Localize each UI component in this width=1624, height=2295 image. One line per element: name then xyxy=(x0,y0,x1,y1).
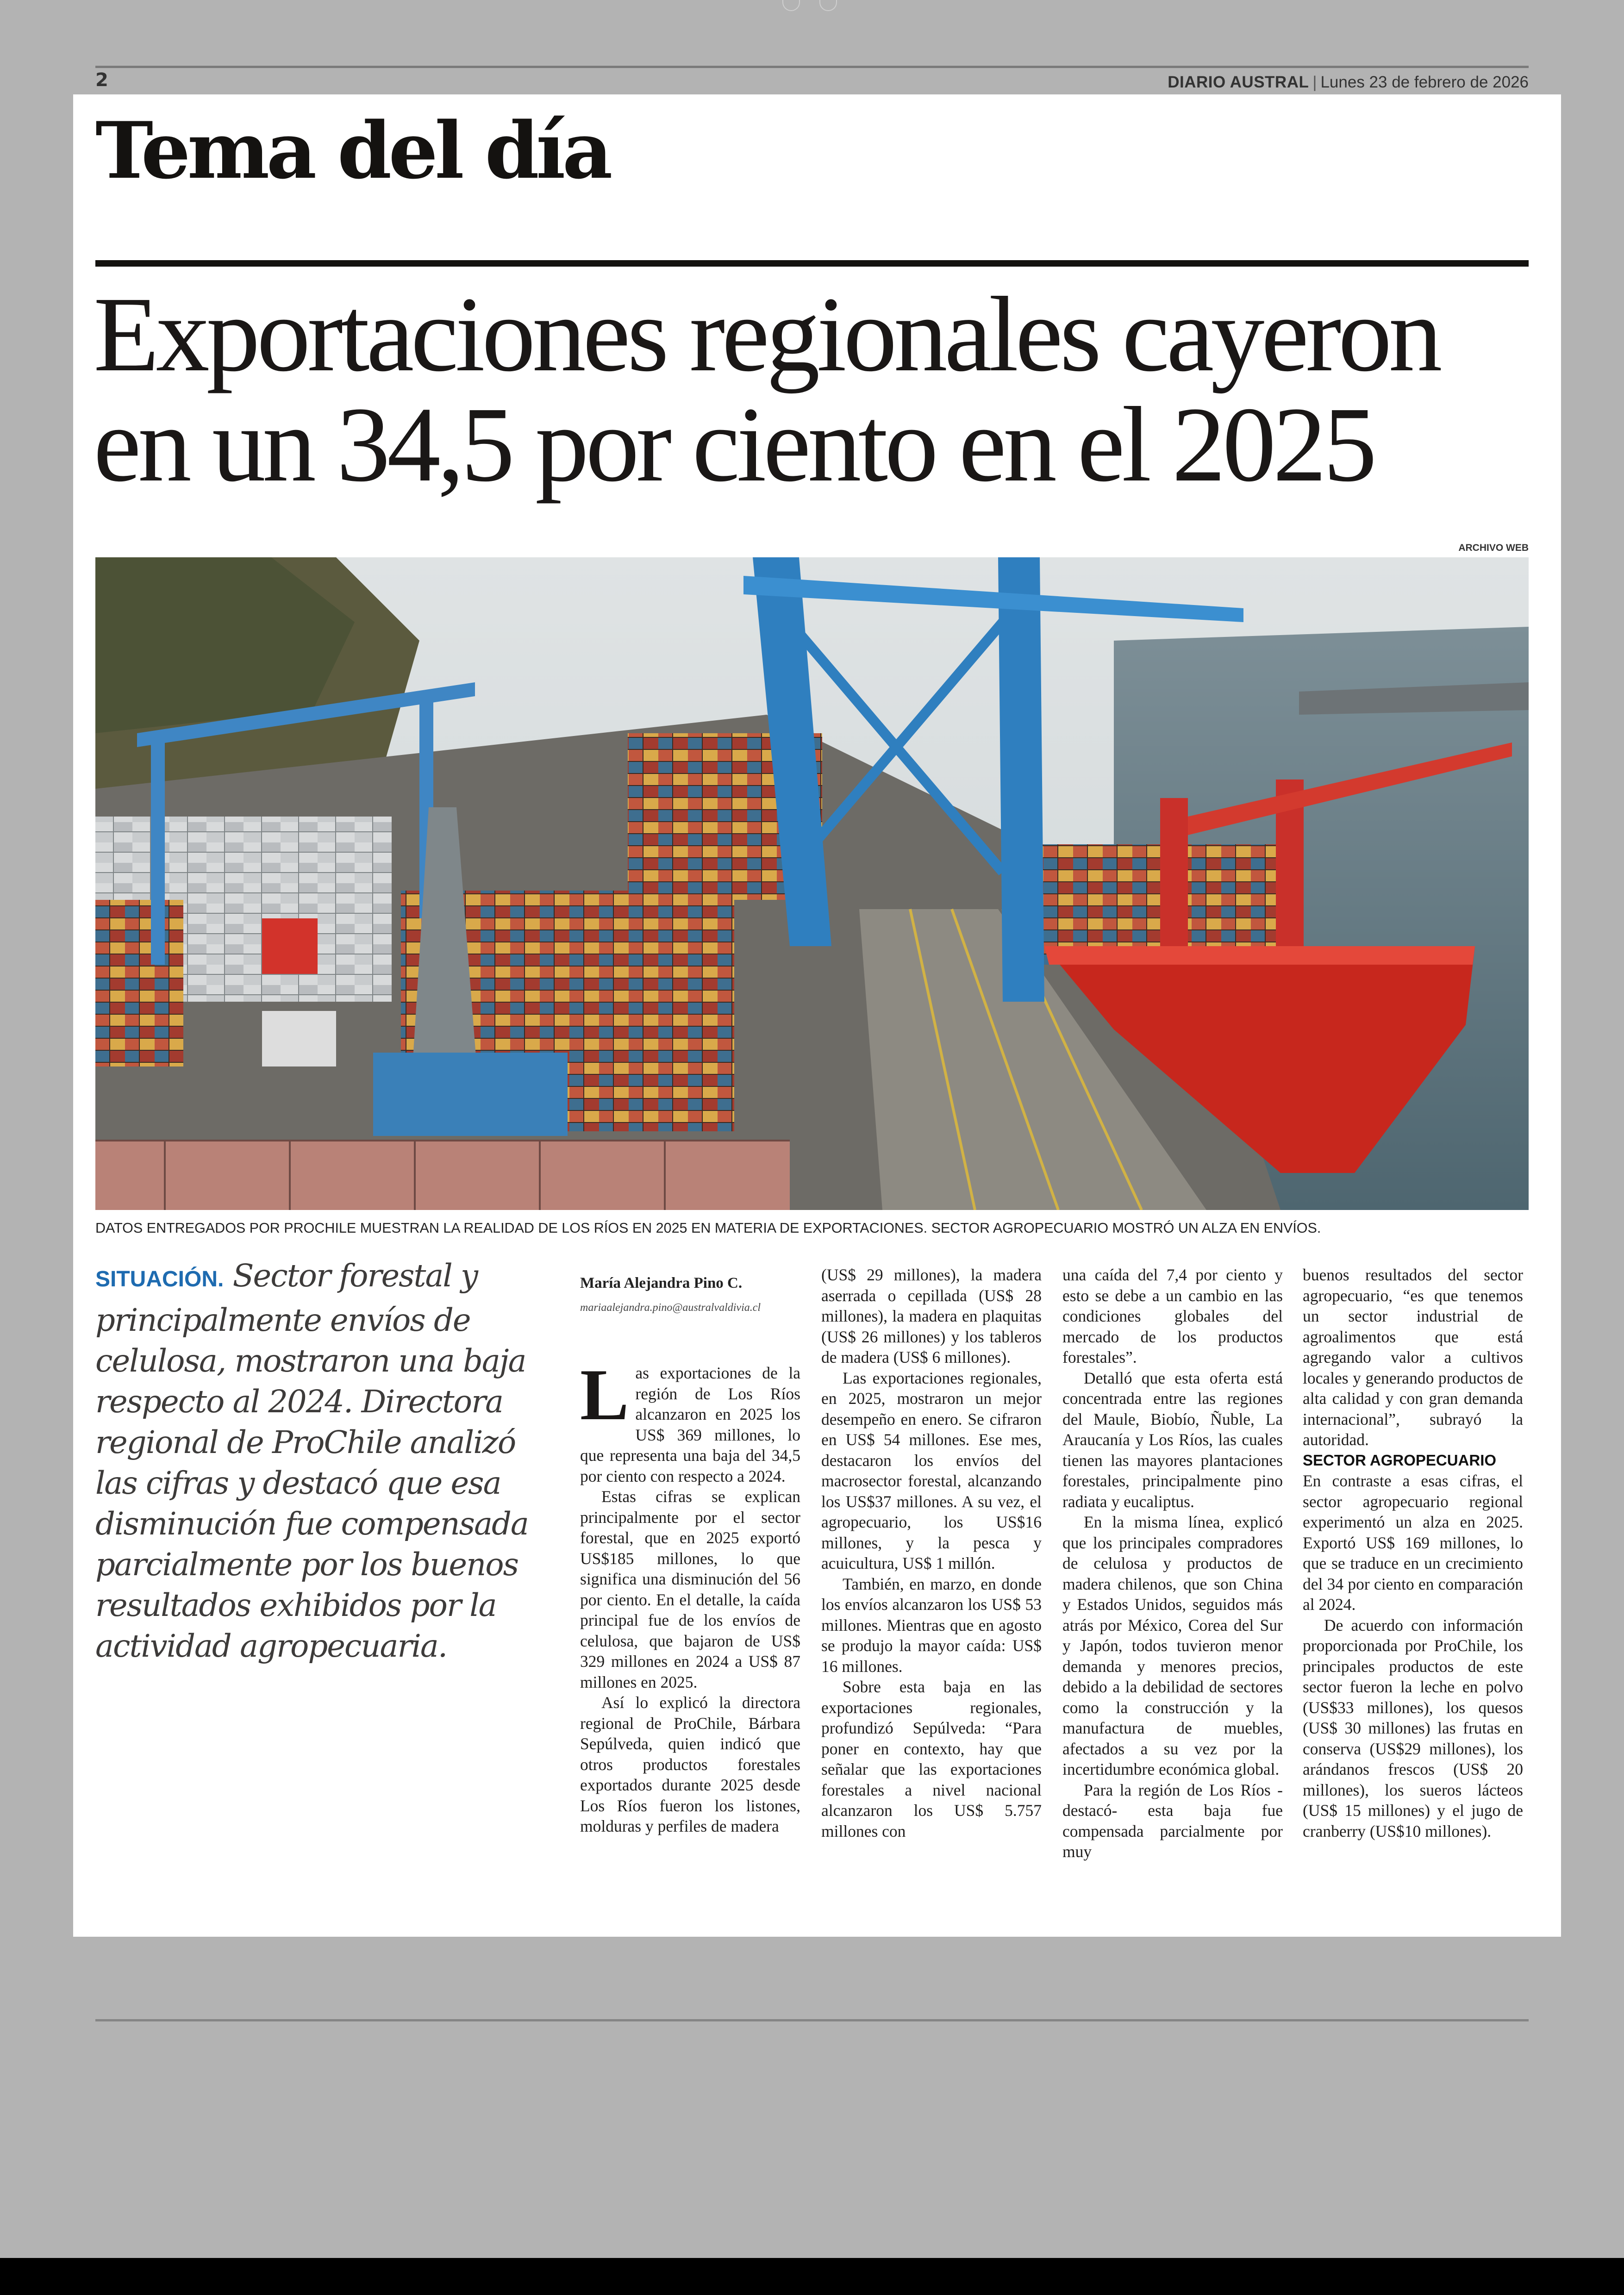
header-rule xyxy=(95,66,1529,68)
paper-name: DIARIO AUSTRAL xyxy=(1168,73,1309,91)
summary-text: Sector forestal y principalmente envíos de celulosa, mostraron una baja respecto al 2024. Directora regional de ProChile analizó las cifras y destacó que esa disminución fue compensada parcialmente por los buenos resultados exhibidos por la actividad agropecuaria. xyxy=(95,1258,528,1664)
paragraph: buenos resultados del sector agropecuario, “es que tenemos un sector industrial de agroalimentos que está agregando valor a cultivos locales y generando productos de alta calidad y con gran demanda internacional”, subrayó la autoridad. xyxy=(1303,1266,1523,1449)
summary-kicker: SITUACIÓN. xyxy=(95,1267,224,1291)
paragraph: Para la región de Los Ríos -destacó- esta baja fue compensada parcialmente por muy xyxy=(1062,1780,1283,1861)
dropcap: L xyxy=(580,1354,629,1435)
paragraph: (US$ 29 millones), la madera aserrada o cepillada (US$ 28 millones), la madera en plaquitas (US$ 26 millones) y los tableros de madera (US$ 6 millones). xyxy=(821,1266,1042,1366)
headline-line-1: Exportaciones regionales cayeron xyxy=(94,275,1439,394)
article-column-3 xyxy=(1062,1265,1283,1862)
article-column-1 xyxy=(580,1354,800,1837)
paragraph: Estas cifras se explican principalmente por el sector forestal, que en 2025 exportó US$185 millones, lo que significa una disminución del 56 por ciento. En el detalle, la caída principal fue de los envíos de celulosa, que bajaron de US$ 329 millones en 2024 a US$ 87 millones en 2025. xyxy=(580,1487,800,1691)
headline-line-2: en un 34,5 por ciento en el 2025 xyxy=(94,385,1374,504)
page-dot-icon xyxy=(782,0,800,11)
paragraph: En la misma línea, explicó que los principales compradores de celulosa y productos de madera chilenos, que son China y Estados Unidos, seguidos más atrás por México, Corea del Sur y Japón, todos tuvieron menor demanda y menores precios, debido a la debilidad de sectores como la construcción y la manufactura de muebles, afectados a su vez por la incertidumbre económica global. xyxy=(1062,1513,1283,1778)
section-rule xyxy=(95,260,1529,267)
photo-credit: ARCHIVO WEB xyxy=(1458,543,1529,553)
paragraph: También, en marzo, en donde los envíos alcanzaron los US$ 53 millones. Mientras que en agosto se produjo la mayor caída: US$ 16 millones. xyxy=(821,1574,1042,1676)
paragraph: Sobre esta baja en las exportaciones regionales, profundizó Sepúlveda: “Para poner en contexto, hay que señalar que las exportaciones forestales a nivel nacional alcanzaron los US$ 5.757 millones con xyxy=(821,1678,1042,1840)
paragraph: Detalló que esta oferta está concentrada entre las regiones del Maule, Biobío, Ñuble, La Araucanía y Los Ríos, las cuales tienen las mayores plantaciones forestales, principalmente pino radiata y eucaliptus. xyxy=(1062,1368,1283,1511)
viewer-bottom-bar xyxy=(0,2258,1624,2295)
section-title: Tema del día xyxy=(95,105,610,196)
masthead-separator: | xyxy=(1312,73,1317,91)
port-photo xyxy=(95,557,1529,1210)
masthead xyxy=(1168,73,1529,92)
paragraph: Así lo explicó la directora regional de ProChile, Bárbara Sepúlveda, quien indicó que otros productos forestales exportados durante 2025 desde Los Ríos fueron los listones, molduras y perfiles de madera xyxy=(580,1693,800,1835)
article-summary xyxy=(95,1255,540,1666)
paragraph: Las exportaciones de la región de Los Ríos alcanzaron en 2025 los US$ 369 millones, lo que representa una baja del 34,5 por ciento con respecto a 2024. xyxy=(580,1354,800,1485)
viewer-page-indicator[interactable] xyxy=(782,0,843,14)
article-column-2 xyxy=(821,1265,1042,1841)
paragraph: En contraste a esas cifras, el sector agropecuario regional experimentó un alza en 2025. Exportó US$ 169 millones, lo que se traduce en un crecimiento del 34 por ciento en comparación al 2024. xyxy=(1303,1472,1523,1614)
newspaper-page xyxy=(73,94,1561,1937)
paragraph: Las exportaciones regionales, en 2025, mostraron un mejor desempeño en enero. Se cifraron en US$ 54 millones. Ese mes, destacaron los envíos del macrosector forestal, alcanzando los US$37 millones. A su vez, el agropecuario, los US$16 millones, y la pesca y acuicultura, US$ 1 millón. xyxy=(821,1368,1042,1572)
paragraph: una caída del 7,4 por ciento y esto se debe a un cambio en las condiciones globales del mercado de los productos forestales”. xyxy=(1062,1266,1283,1366)
port-photo-icon xyxy=(95,557,1529,1210)
page-number: 2 xyxy=(95,69,108,91)
byline-email[interactable]: mariaalejandra.pino@australvaldivia.cl xyxy=(580,1302,761,1314)
headline xyxy=(94,275,1533,504)
paragraph: De acuerdo con información proporcionada por ProChile, los principales productos de este sector fueron la leche en polvo (US$33 millones), los quesos (US$ 30 millones) las frutas en conserva (US$29 millones), los arándanos frescos (US$ 20 millones), los sueros lácteos (US$ 15 millones) y el jugo de cranberry (US$10 millones). xyxy=(1303,1615,1523,1840)
footer-rule xyxy=(95,2019,1529,2021)
byline-author: María Alejandra Pino C. xyxy=(580,1275,743,1291)
article-column-4 xyxy=(1303,1265,1523,1841)
photo-caption: DATOS ENTREGADOS POR PROCHILE MUESTRAN LA REALIDAD DE LOS RÍOS EN 2025 EN MATERIA DE EXPORTACIONES. SECTOR AGROPECUARIO MOSTRÓ UN ALZA EN ENVÍOS. xyxy=(95,1220,1321,1236)
issue-date: Lunes 23 de febrero de 2026 xyxy=(1320,73,1529,91)
page-dot-icon xyxy=(819,0,837,11)
subhead: SECTOR AGROPECUARIO xyxy=(1303,1451,1497,1469)
